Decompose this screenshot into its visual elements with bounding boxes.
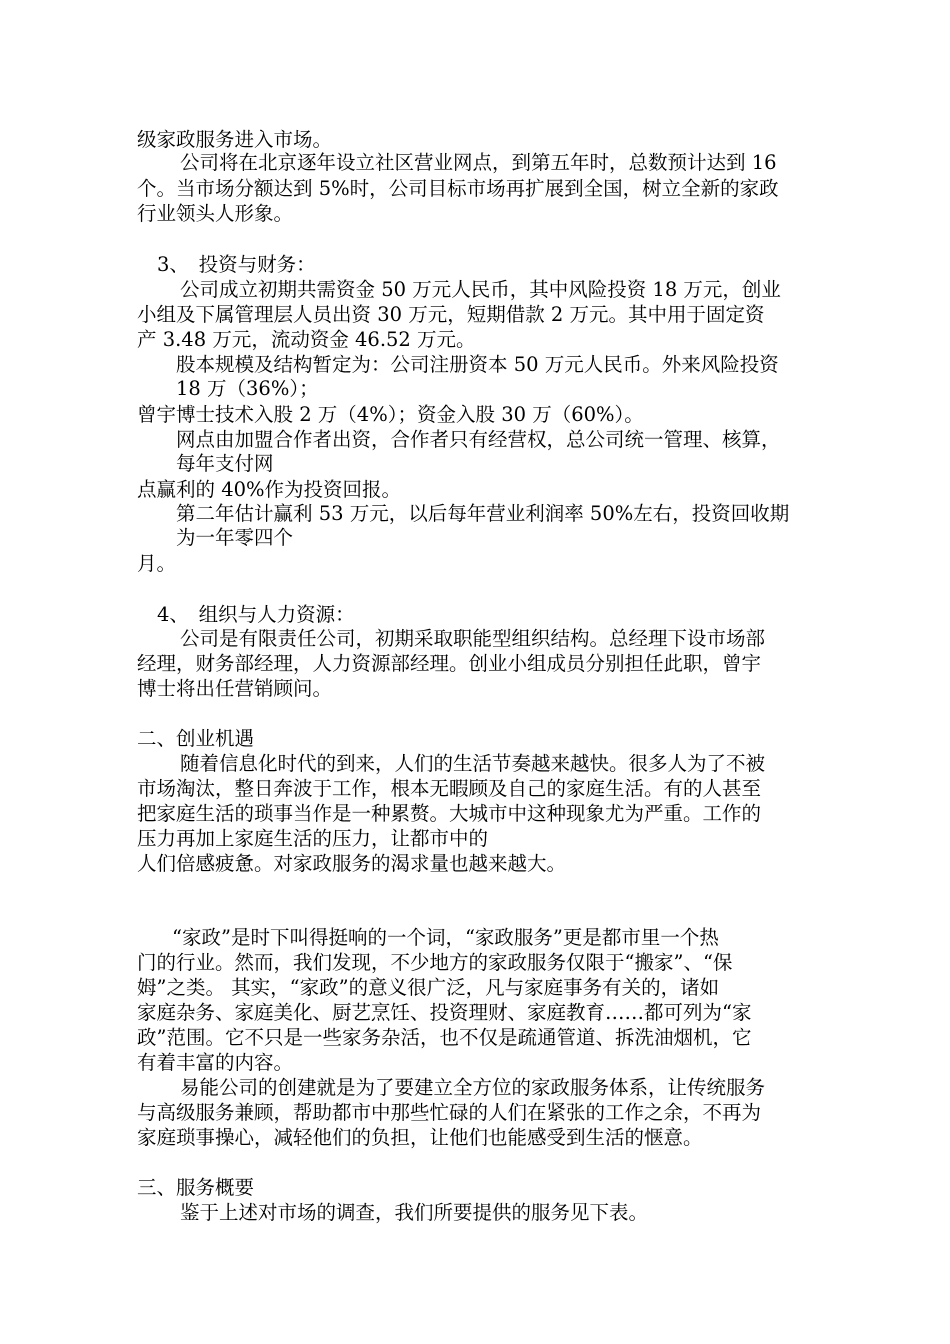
- section-4-para-line: 公司是有限责任公司，初期采取职能型组织结构。总经理下设市场部: [180, 627, 766, 650]
- section-3-para2-line: 股本规模及结构暂定为：公司注册资本 50 万元人民币。外来风险投资: [176, 353, 779, 376]
- section-4-para-line: 经理，财务部经理，人力资源部经理。创业小组成员分别担任此职，曾宇: [137, 652, 762, 675]
- section-3-para1-line: 产 3.48 万元，流动资金 46.52 万元。: [137, 328, 476, 351]
- section-3-para3-line: 网点由加盟合作者出资，合作者只有经营权，总公司统一管理、核算，: [176, 428, 781, 451]
- section-two-para1-line: 把家庭生活的琐事当作是一种累赘。大城市中这种现象尤为严重。工作的: [137, 802, 762, 825]
- section-two-para3-line: 家庭琐事操心，减轻他们的负担，让他们也能感受到生活的惬意。: [137, 1126, 703, 1149]
- section-4-para-line: 博士将出任营销顾问。: [137, 677, 333, 700]
- intro-line: 级家政服务进入市场。: [137, 128, 333, 151]
- section-two-para2-line: 有着丰富的内容。: [137, 1051, 294, 1074]
- section-two-para2-line: 家庭杂务、家庭美化、厨艺烹饪、投资理财、家庭教育……都可列为“家: [137, 1001, 752, 1024]
- section-two-heading: 二、创业机遇: [137, 727, 255, 750]
- section-two-para1-line: 市场淘汰，整日奔波于工作，根本无暇顾及自己的家庭生活。有的人甚至: [137, 777, 762, 800]
- section-two-para3-line: 易能公司的创建就是为了要建立全方位的家政服务体系，让传统服务: [180, 1076, 766, 1099]
- section-4-heading: 4、 组织与人力资源：: [157, 603, 355, 626]
- section-3-para4-line: 第二年估计赢利 53 万元，以后每年营业利润率 50%左右，投资回收期: [176, 502, 790, 525]
- section-three-para: 鉴于上述对市场的调查，我们所要提供的服务见下表。: [180, 1201, 649, 1224]
- section-3-para3-line: 每年支付网: [176, 452, 274, 475]
- section-3-para3-line: 点赢利的 40%作为投资回报。: [137, 478, 402, 501]
- section-two-para2-line: 姆”之类。 其实，“家政”的意义很广泛，凡与家庭事务有关的，诸如: [137, 976, 720, 999]
- section-two-para3-line: 与高级服务兼顾，帮助都市中那些忙碌的人们在紧张的工作之余，不再为: [137, 1101, 762, 1124]
- section-3-para1-line: 小组及下属管理层人员出资 30 万元，短期借款 2 万元。其中用于固定资: [137, 303, 765, 326]
- section-two-para2-line: “家政”是时下叫得挺响的一个词，“家政服务”更是都市里一个热: [172, 926, 719, 949]
- section-two-para1-line: 压力再加上家庭生活的压力，让都市中的: [137, 827, 489, 850]
- section-3-para4-line: 为一年零四个: [176, 526, 294, 549]
- section-two-para1-line: 人们倍感疲惫。对家政服务的渴求量也越来越大。: [137, 852, 567, 875]
- section-two-para2-line: 门的行业。然而，我们发现，不少地方的家政服务仅限于“搬家”、“保: [137, 951, 733, 974]
- section-3-para2-line: 18 万（36%）；: [176, 377, 319, 400]
- intro-plan-line: 公司将在北京逐年设立社区营业网点，到第五年时，总数预计达到 16: [180, 151, 777, 174]
- section-3-heading: 3、 投资与财务：: [157, 253, 316, 276]
- intro-plan-line: 个。当市场分额达到 5%时，公司目标市场再扩展到全国，树立全新的家政: [137, 177, 779, 200]
- intro-plan-line: 行业领头人形象。: [137, 202, 294, 225]
- section-3-para2-line: 曾宇博士技术入股 2 万（4%）；资金入股 30 万（60%）。: [137, 403, 644, 426]
- section-three-heading: 三、服务概要: [137, 1176, 255, 1199]
- section-two-para2-line: 政”范围。它不只是一些家务杂活，也不仅是疏通管道、拆洗油烟机，它: [137, 1026, 752, 1049]
- section-3-para4-line: 月。: [137, 552, 177, 575]
- section-3-para1-line: 公司成立初期共需资金 50 万元人民币，其中风险投资 18 万元，创业: [180, 278, 781, 301]
- section-two-para1-line: 随着信息化时代的到来，人们的生活节奏越来越快。很多人为了不被: [180, 752, 766, 775]
